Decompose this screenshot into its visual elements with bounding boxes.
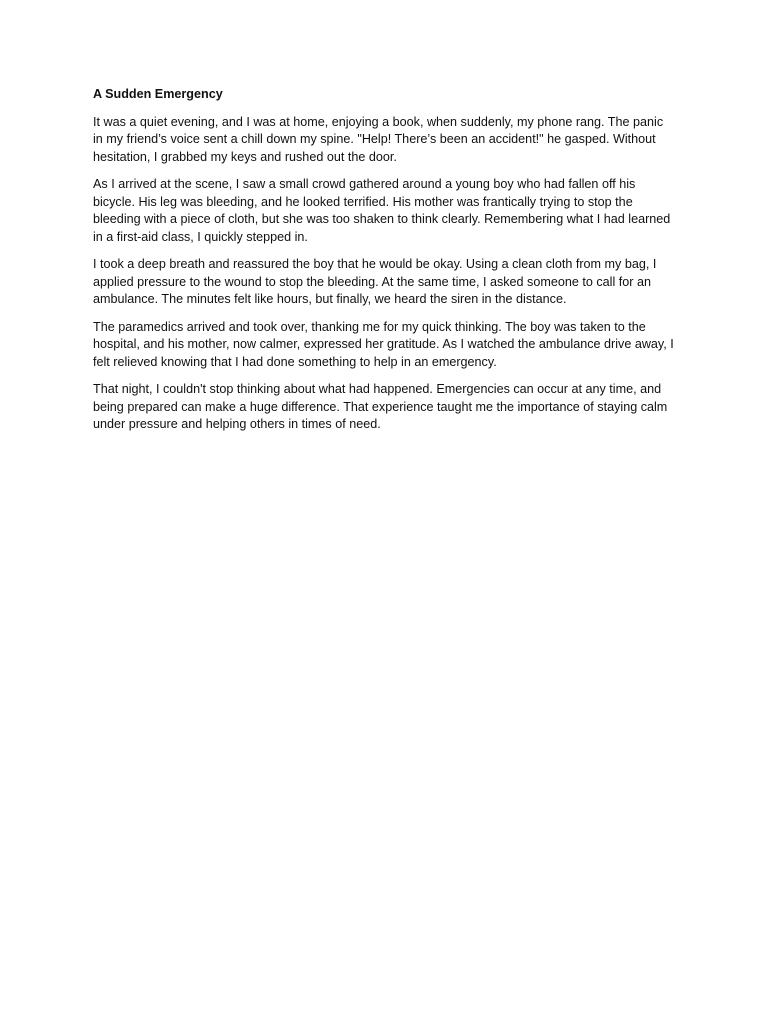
document-page [93,86,675,444]
document-title: A Sudden Emergency [93,87,223,101]
paragraph: The paramedics arrived and took over, thanking me for my quick thinking. The boy was taken to the hospital, and his mother, now calmer, expressed her gratitude. As I watched the ambulance drive away, I felt relieved knowing that I had done something to help in an emergency. [93,319,674,369]
paragraph: That night, I couldn't stop thinking about what had happened. Emergencies can occur at any time, and being prepared can make a huge difference. That experience taught me the importance of staying calm under pressure and helping others in times of need. [93,382,668,431]
paragraph: I took a deep breath and reassured the boy that he would be okay. Using a clean cloth from my bag, I applied pressure to the wound to stop the bleeding. At the same time, I asked someone to call for an ambulance. The minutes felt like hours, but finally, we heard the siren in the distance. [93,257,657,306]
paragraph: As I arrived at the scene, I saw a small crowd gathered around a young boy who had fallen off his bicycle. His leg was bleeding, and he looked terrified. His mother was frantically trying to stop the bleeding with a piece of cloth, but she was too shaken to think clearly. Remembering what I had learned in a first-aid class, I quickly stepped in. [93,177,671,244]
paragraph: It was a quiet evening, and I was at home, enjoying a book, when suddenly, my phone rang. The panic in my friend’s voice sent a chill down my spine. "Help! There’s been an accident!" he gasped. Without hesitation, I grabbed my keys and rushed out the door. [93,114,664,164]
